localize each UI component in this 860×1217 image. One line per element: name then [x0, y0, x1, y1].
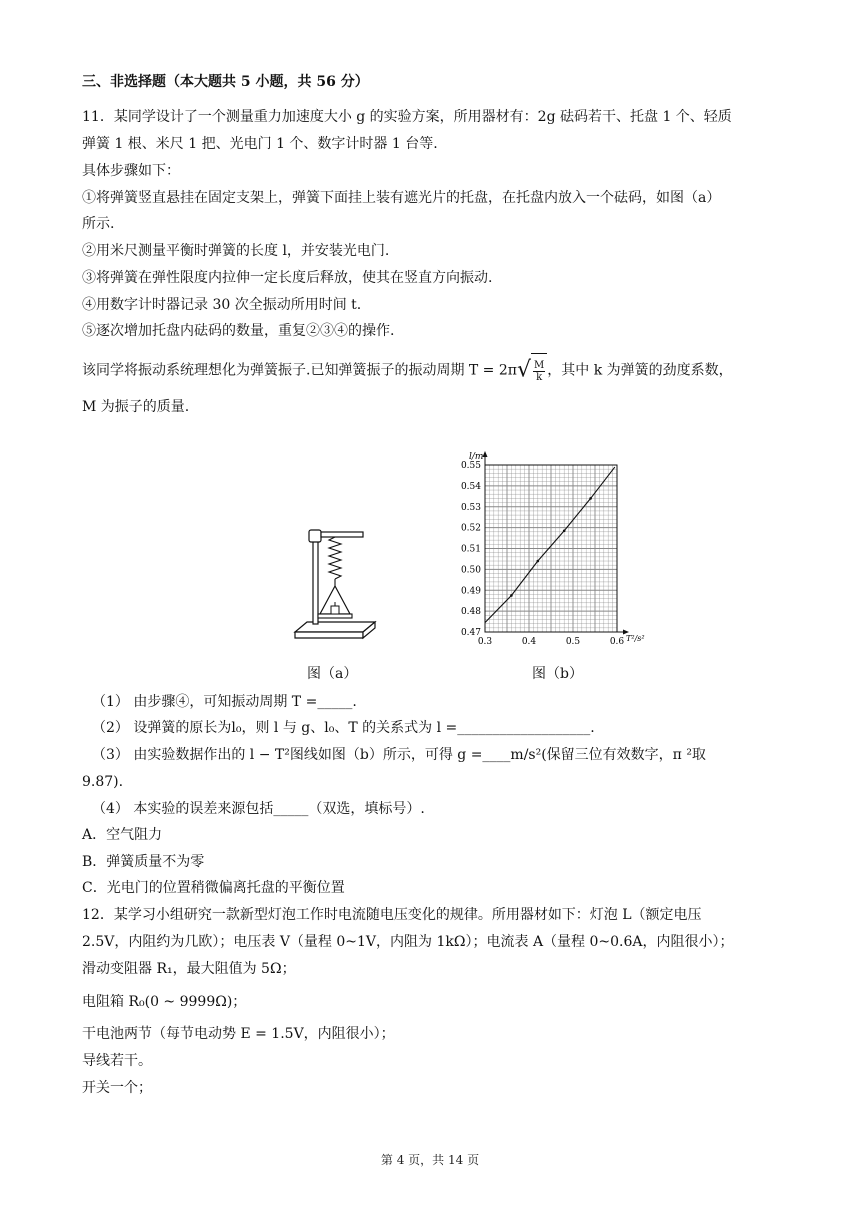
- q11-sub3-line1: （3） 由实验数据作出的 l − T²图线如图（b）所示，可得 g =____m/s²(保留三位有效数字，π ²取: [92, 747, 706, 763]
- x-tick-label: 0.3: [477, 637, 493, 647]
- section-title: 三、非选择题（本大题共 5 小题，共 56 分）: [82, 74, 369, 90]
- y-tick-label: 0.52: [460, 523, 481, 534]
- q11-intro-line2: 弹簧 1 根、米尺 1 把、光电门 1 个、数字计时器 1 台等.: [82, 136, 438, 152]
- chart-y-axis-label: l/m: [469, 452, 484, 462]
- q11-step4: ④用数字计时器记录 30 次全振动所用时间 t.: [82, 297, 362, 313]
- y-tick-label: 0.49: [460, 586, 481, 597]
- chart-x-axis-label: T²/s²: [626, 634, 645, 643]
- figure-a-label: 图（a）: [307, 666, 358, 682]
- y-tick-label: 0.54: [460, 481, 481, 492]
- q11-sub3-line2: 9.87).: [82, 774, 124, 790]
- q11-option-b: B．弹簧质量不为零: [82, 854, 205, 870]
- model-text-a: 该同学将振动系统理想化为弹簧振子.已知弹簧振子的振动周期 T = 2π: [82, 362, 517, 379]
- y-tick-label: 0.48: [460, 607, 481, 618]
- figure-b-label: 图（b）: [532, 666, 583, 682]
- sqrt-body: [531, 353, 547, 388]
- q12-line3: 滑动变阻器 R₁，最大阻值为 5Ω；: [82, 961, 296, 977]
- q11-step5: ⑤逐次增加托盘内砝码的数量，重复②③④的操作.: [82, 323, 395, 339]
- page-footer: 第 4 页，共 14 页: [380, 1153, 480, 1167]
- data-point: [563, 529, 566, 532]
- q11-sub1: （1） 由步骤④，可知振动周期 T =_____.: [92, 694, 357, 710]
- figure-b-chart: [452, 447, 662, 652]
- q11-steps-title: 具体步骤如下：: [82, 163, 180, 179]
- q11-option-c: C．光电门的位置稍微偏离托盘的平衡位置: [82, 880, 345, 896]
- y-tick-label: 0.55: [460, 461, 481, 471]
- sqrt-symbol: √: [516, 357, 532, 383]
- q12-line1: 12．某学习小组研究一款新型灯泡工作时电流随电压变化的规律。所用器材如下：灯泡 L（额定电压: [82, 907, 702, 923]
- model-text-b: ，其中 k 为弹簧的劲度系数，: [547, 362, 733, 379]
- q12-line5: 干电池两节（每节电动势 E = 1.5V，内阻很小）；: [82, 1026, 395, 1042]
- q11-sub4: （4） 本实验的误差来源包括_____（双选，填标号）.: [92, 801, 425, 817]
- q11-sub2: （2） 设弹簧的原长为l₀，则 l 与 g、l₀、T 的关系式为 l =___________________.: [92, 720, 595, 736]
- q11-intro-line1: 11．某同学设计了一个测量重力加速度大小 g 的实验方案，所用器材有：2g 砝码若干、托盘 1 个、轻质: [82, 109, 732, 125]
- q12-line4: 电阻箱 R₀(0 ~ 9999Ω)；: [82, 994, 247, 1010]
- data-point: [510, 594, 513, 597]
- data-point: [589, 497, 592, 500]
- q11-step3: ③将弹簧在弹性限度内拉伸一定长度后释放，使其在竖直方向振动.: [82, 270, 493, 286]
- fraction-denominator: k: [536, 371, 543, 383]
- q12-line6: 导线若干。: [82, 1053, 152, 1069]
- q11-step1-line2: 所示.: [82, 216, 115, 232]
- q11-step1-line1: ①将弹簧竖直悬挂在固定支架上，弹簧下面挂上装有遮光片的托盘，在托盘内放入一个砝码，如图（a）: [82, 190, 721, 206]
- data-point: [537, 560, 540, 563]
- q11-option-a: A．空气阻力: [82, 827, 163, 843]
- y-tick-label: 0.53: [460, 502, 481, 513]
- x-tick-label: 0.4: [521, 637, 537, 647]
- mass-over-k-fraction: [533, 360, 545, 383]
- y-tick-label: 0.47: [460, 628, 481, 638]
- y-tick-label: 0.50: [460, 565, 481, 576]
- figure-a-apparatus: [285, 520, 385, 660]
- q12-line2: 2.5V，内阻约为几欧）；电压表 V（量程 0~1V，内阻为 1kΩ）；电流表 A（量程 0~0.6A，内阻很小）；: [82, 934, 734, 950]
- q11-step2: ②用米尺测量平衡时弹簧的长度 l，并安装光电门.: [82, 243, 390, 259]
- q11-model-line: [82, 353, 733, 388]
- x-tick-label: 0.5: [565, 637, 581, 647]
- x-tick-label: 0.6: [609, 637, 625, 647]
- q12-line7: 开关一个；: [82, 1080, 152, 1096]
- fraction-numerator: M: [534, 359, 545, 371]
- y-tick-label: 0.51: [460, 544, 481, 555]
- q11-model-line2: M 为振子的质量.: [82, 399, 190, 415]
